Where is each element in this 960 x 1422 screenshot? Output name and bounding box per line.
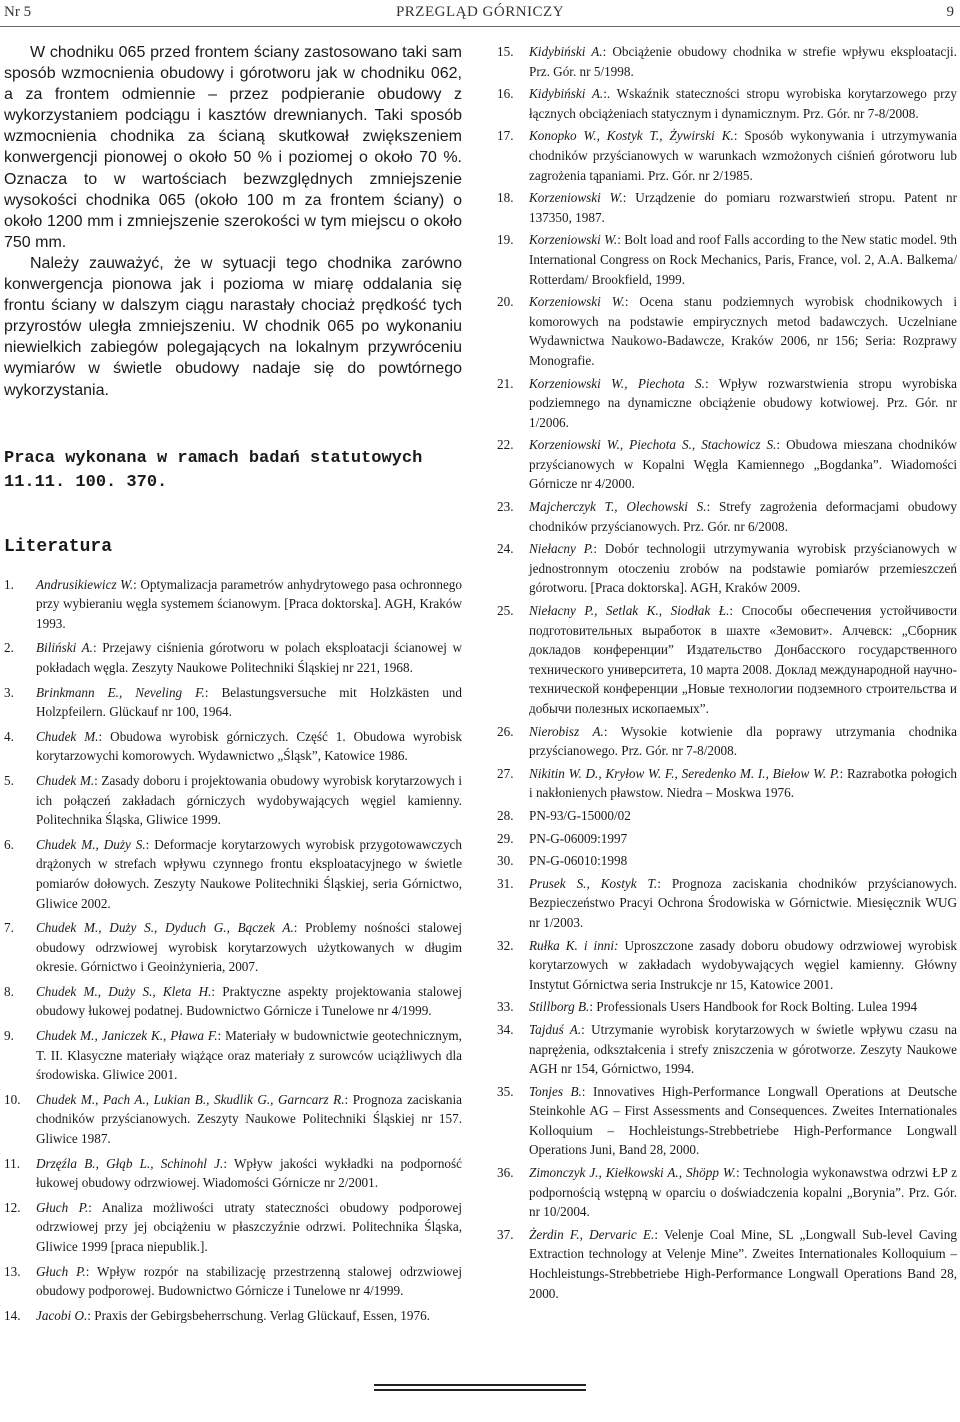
reference-number: 6.: [4, 836, 14, 852]
reference-author: Korzeniowski W., Piechota S., Stachowicz S.: [529, 437, 777, 453]
reference-text: : Obudowa mieszana chodników przyścianowych w Kopalni Węgla Kamiennego „Bogdanka”. Wiadomości Górnicze nr 4/2000.: [529, 437, 957, 492]
reference-author: Chudek M., Janiczek K., Pławа F.: [36, 1028, 218, 1044]
reference-text: PN-G-06009:1997: [529, 830, 628, 846]
reference-text: PN-G-06010:1998: [529, 853, 628, 869]
reference-number: 8.: [4, 983, 14, 999]
references-list-right: [497, 42, 957, 1303]
reference-text: : Urządzenie do pomiaru rozwarstwień stropu. Patent nr 137350, 1987.: [529, 190, 958, 225]
reference-text: : Razrabotka połogich i nakłonienych pławstow. Niedra – Moskwa 1976.: [529, 765, 957, 801]
reference-number: 36.: [497, 1165, 514, 1181]
reference-item: [4, 1154, 462, 1193]
reference-number: 22.: [497, 437, 514, 453]
reference-item: [4, 771, 462, 830]
reference-text: PN-93/G-15000/02: [529, 807, 631, 823]
page-header: [0, 0, 960, 28]
reference-author: Rułka K. i inni:: [529, 937, 619, 953]
reference-text: : Wpływ jakości wykładki na podporność łukowej obudowy odrzwiowej. Wiadomości Górnicze nr 2/2001.: [36, 1155, 462, 1191]
reference-author: Niełacny P., Setlak K., Siodłak Ł.: [529, 603, 730, 619]
reference-item: [4, 982, 462, 1021]
reference-item: [4, 1090, 462, 1149]
reference-item: [497, 1020, 957, 1079]
reference-text: : Strefy zagrożenia deformacjami obudowy chodników przyścianowych. Prz. Gór. nr 6/2008.: [529, 499, 957, 534]
reference-author: Korzeniowski W.: [529, 190, 623, 206]
reference-item: [497, 997, 957, 1017]
footer-rule-top: [374, 1384, 586, 1386]
reference-number: 14.: [4, 1307, 21, 1323]
reference-text: : Способы обеспечения устойчивости подготовительных выработок в шахте «Земовит». Алчевск: „Сборник докладов конференции” Издательство Донбасского государственного технического университета, 10 марта 2008. Доклад международной научно-технической конференции „Новые технологии подземного строительства и добычи полезных ископаемых”.: [529, 603, 958, 716]
reference-item: [497, 874, 957, 933]
reference-author: Chudek M., Duży S., Kleta H.: [36, 983, 212, 999]
reference-number: 5.: [4, 772, 14, 788]
right-column: [497, 42, 957, 1306]
body-paragraph-1: W chodniku 065 przed frontem ściany zastosowano taki sam sposób wzmocnienia obudowy i górotworu jak w chodniku 062, a za frontem odmiennie – przez podpieranie obudowy z wykorzystaniem podciągu i kasztów drewnianych. Taki sposób wzmocnienia chodnika za ścianą skutkował zwiększeniem konwergencji pionowej o około 50 % i poziomej o około 70 %. Oznacza to w wartościach bezwzględnych zmniejszenie wysokości chodnika 065 (około 100 m za frontem ściany) o około 1200 mm i zmniejszenie szerokości w tym miejscu o około 750 mm.: [4, 44, 462, 251]
reference-number: 24.: [497, 541, 514, 557]
reference-text: Uproszczone zasady doboru obudowy odrzwiowej wyrobisk korytarzowych w zakładach wydobywających węgiel kamienny. Główny Instytut Górnictwa seria Instrukcje nr 15, Katowice 2001.: [529, 937, 957, 992]
reference-item: [4, 727, 462, 766]
reference-number: 33.: [497, 999, 514, 1015]
reference-item: [497, 497, 957, 536]
reference-item: [497, 1082, 957, 1160]
reference-number: 17.: [497, 128, 514, 144]
reference-author: Majcherczyk T., Olechowski S.: [529, 499, 707, 515]
reference-number: 9.: [4, 1028, 14, 1044]
reference-item: [4, 1026, 462, 1085]
reference-item: [497, 539, 957, 598]
reference-text: : Professionals Users Handbook for Rock Bolting. Lulea 1994: [589, 999, 918, 1015]
reference-text: : Prognoza zaciskania chodników przyścianowych. Bezpieczeństwo Pracyi Ochrona Środowiska w Górnictwie. Miesięcznik WUG nr 1/2003.: [529, 875, 957, 930]
reference-number: 12.: [4, 1199, 21, 1215]
reference-number: 25.: [497, 603, 514, 619]
reference-text: : Analiza możliwości utraty stateczności obudowy podporowej odrzwiowej przy jej obciążeniu w płaszczyźnie odrzwi. Politechnika Śląska, Gliwice 1999 [praca niepublik.].: [36, 1199, 462, 1254]
reference-text: : Belastungsversuche mit Holzkästen und Holzpfeilern. Glückauf nr 100, 1964.: [36, 684, 462, 720]
reference-item: [497, 374, 957, 433]
reference-number: 18.: [497, 190, 514, 206]
literature-heading: Literatura: [4, 536, 113, 557]
reference-number: 23.: [497, 499, 514, 515]
reference-item: [497, 435, 957, 494]
reference-number: 10.: [4, 1091, 21, 1107]
reference-item: [497, 829, 957, 849]
reference-item: [497, 292, 957, 370]
reference-text: : Utrzymanie wyrobisk korytarzowych w świetle wpływu czasu na naprężenia, odkształcenia i strefy zniszczenia w górotworze. Zeszyty Naukowe AGH nr 154, Górnictwo, 1994.: [529, 1021, 957, 1077]
reference-text: :. Wskaźnik stateczności stropu wyrobiska korytarzowego przy łącznych obciążeniach statycznym i dynamicznym. Prz. Gór. nr 7-8/2008.: [529, 86, 957, 121]
left-column: [4, 42, 462, 1330]
reference-number: 26.: [497, 723, 514, 739]
reference-text: : Wysokie kotwienie dla poprawy utrzymania chodnika przyścianowego. Prz. Gór. nr 7-8/2008.: [529, 723, 957, 759]
reference-author: Zimonczyk J., Kiełkowski A., Shöpp W.: [529, 1165, 736, 1181]
reference-author: Korzeniowski W., Piechota S.: [529, 375, 705, 391]
page-number: 9: [946, 4, 954, 20]
reference-text: : Dobór technologii utrzymywania wyrobisk przyścianowych w jednostronnym otoczeniu zrobów na podstawie pomiarów przemieszczeń górotworu. [Praca doktorska]. AGH, Kraków 2009.: [529, 541, 957, 596]
reference-item: [497, 42, 957, 81]
reference-item: [4, 575, 462, 634]
reference-item: [497, 230, 957, 289]
reference-item: [497, 851, 957, 871]
reference-author: Nikitin W. D., Kryłow W. F., Seredenko M. I., Biełow W. P.: [529, 765, 840, 781]
reference-text: : Sposób wykonywania i utrzymywania chodników przyścianowych w warunkach wzmożonych ciśnień górotworu lub zagrożenia tąpaniami. Prz. Gór. nr 2/1985.: [529, 128, 957, 183]
reference-number: 35.: [497, 1083, 514, 1099]
reference-author: Chudek M., Pach A., Lukian B., Skudlik G., Garncarz R.: [36, 1091, 345, 1107]
reference-author: Stillborg B.: [529, 999, 590, 1015]
statutory-note: Praca wykonana w ramach badań statutowych 11.11. 100. 370.: [4, 448, 423, 492]
references-list-left: [4, 575, 462, 1326]
reference-author: Tajduś A.: [529, 1021, 582, 1037]
reference-text: : Zasady doboru i projektowania obudowy wyrobisk korytarzowych i ich połączeń zakładach górniczych wydobywających węgiel kamienny. Politechnika Śląska, Gliwice 1999.: [36, 772, 462, 828]
reference-number: 21.: [497, 375, 514, 391]
reference-number: 30.: [497, 853, 514, 869]
reference-author: Biliński A.: [36, 640, 93, 656]
reference-item: [497, 764, 957, 803]
reference-author: Konopko W., Kostyk T., Żywirski K.: [529, 128, 734, 144]
reference-text: : Ocena stanu podziemnych wyrobisk chodnikowych i komorowych na podstawie empirycznych metod badawczych. Uczelniane Wydawnictwa Naukowo-Badawcze, Kraków 2006, nr 156; Seria: Rozprawy Monografie.: [529, 294, 957, 368]
reference-text: : Optymalizacja parametrów anhydrytowego pasa ochronnego przy wybieraniu węgla systemem ścianowym. [Praca doktorska]. AGH, Kraków 1993.: [36, 576, 462, 631]
reference-text: : Innovatives High-Performance Longwall Operations at Deutsche Steinkohle AG – First Assessments and Consequences. Zweites Internationales Kolloquium – Hochleistungs-Strebbetriebe High-Performance Longwall Operations Juni, Band 28, 2000.: [529, 1083, 958, 1158]
reference-item: [497, 601, 957, 719]
reference-number: 16.: [497, 86, 514, 102]
reference-text: : Wpływ rozpór na stabilizację przestrzenną stalowej odrzwiowej obudowy podporowej. Budownictwo Górnicze i Tunelowe nr 4/1999.: [36, 1263, 462, 1299]
reference-number: 31.: [497, 875, 514, 891]
reference-author: Jacobi O.: [36, 1307, 88, 1323]
reference-author: Drzęźla B., Głąb L., Schinohl J.: [36, 1155, 224, 1171]
reference-number: 4.: [4, 728, 14, 744]
reference-number: 3.: [4, 684, 14, 700]
reference-author: Chudek M., Duży S., Dyduch G., Bączek A.: [36, 920, 294, 936]
reference-author: Prusek S., Kostyk T.: [529, 875, 658, 891]
reference-item: [497, 806, 957, 826]
reference-number: 15.: [497, 44, 514, 59]
reference-author: Niełacny P.: [529, 541, 594, 557]
reference-author: Chudek M.: [36, 728, 99, 744]
reference-text: : Velenje Coal Mine, SL „Longwall Sub-level Caving Extraction technology at Velenje Mine”. Zweites Internationales Kolloquium – Hochleistungs-Strebbetriebe High-Performance Longwall Operations Band 28, 2000.: [529, 1226, 957, 1301]
reference-author: Nierobisz A.: [529, 723, 604, 739]
reference-number: 27.: [497, 765, 514, 781]
reference-item: [4, 835, 462, 913]
reference-number: 1.: [4, 576, 14, 592]
reference-text: : Obudowa wyrobisk górniczych. Część 1. Obudowa wyrobisk korytarzowychi komorowych. Wydawnictwo „Śląsk”, Katowice 1986.: [36, 728, 462, 764]
reference-author: Korzeniowski W.: [529, 294, 625, 310]
reference-author: Andrusikiewicz W.: [36, 576, 134, 592]
reference-item: [497, 126, 957, 185]
reference-author: Głuch P.: [36, 1199, 89, 1215]
reference-number: 28.: [497, 807, 514, 823]
header-rule: [0, 26, 960, 27]
reference-author: Żerdin F., Dervaric E.: [529, 1226, 655, 1242]
reference-number: 11.: [4, 1155, 20, 1171]
reference-item: [4, 683, 462, 722]
reference-number: 29.: [497, 830, 514, 846]
reference-author: Chudek M., Duży S.: [36, 836, 146, 852]
reference-author: Brinkmann E., Neveling F.: [36, 684, 205, 700]
reference-author: Chudek M.: [36, 772, 95, 788]
reference-text: : Przejawy ciśnienia górotworu w polach eksploatacji ścianowej w pokładach węgla. Zeszyty Naukowe Politechniki Śląskiej nr 221, 1968.: [36, 640, 463, 675]
reference-item: [4, 1262, 462, 1301]
reference-author: Kidybiński A.: [529, 44, 603, 59]
reference-text: : Technologia wykonawstwa odrzwi ŁP z podpornością wstępną w oparciu o doświadczenia kopalni „Borynia”. Prz. Gór. nr 10/2004.: [529, 1165, 957, 1220]
reference-text: : Wpływ rozwarstwienia stropu wyrobiska podziemnego na dynamiczne obciążenie obudowy kotwiowej. Prz. Gór. nr 1/2006.: [529, 375, 957, 430]
reference-number: 32.: [497, 937, 514, 953]
reference-text: : Praktyczne aspekty projektowania stalowej obudowy łukowej podatnej. Budownictwo Górnicze i Tunelowe nr 4/1999.: [36, 983, 463, 1019]
reference-number: 37.: [497, 1226, 514, 1242]
reference-item: [497, 1163, 957, 1222]
reference-author: Kidybiński A.: [529, 86, 604, 102]
reference-number: 34.: [497, 1021, 514, 1037]
reference-text: : Bolt load and roof Falls according to the New static model. 9th International Congress on Rock Mechanics, Paris, France, vol. 2, A.A. Balkema/ Rotterdam/ Brookfield, 1999.: [529, 232, 957, 287]
reference-item: [4, 1198, 462, 1257]
reference-number: 13.: [4, 1263, 21, 1279]
reference-text: : Problemy nośności stalowej obudowy odrzwiowej wyrobisk korytarzowych użytkowanych w długim okresie. Górnictwo i Geoinżynieria, 2007.: [36, 920, 462, 975]
body-paragraph-2: Należy zauważyć, że w sytuacji tego chodnika zarówno konwergencja pionowa jak i pozioma w miarę oddalania się frontu ściany w dalszym ciągu narastały chociaż prędkość tych przyrostów uległa zmniejszeniu. W chodnik 065 po wykonaniu niewielkich zabiegów polegających na lokalnym przywróceniu wymiarów w świetle obudowy nadaje się do powtórnego wykorzystania.: [4, 254, 462, 399]
reference-text: : Praxis der Gebirgsbeherrschung. Verlag Glückauf, Essen, 1976.: [87, 1307, 430, 1323]
reference-text: : Obciążenie obudowy chodnika w strefie wpływu eksploatacji. Prz. Gór. nr 5/1998.: [529, 44, 957, 79]
reference-item: [497, 1225, 957, 1303]
reference-item: [497, 84, 957, 123]
reference-item: [4, 918, 462, 977]
reference-number: 20.: [497, 294, 514, 310]
reference-item: [497, 936, 957, 995]
reference-author: Tonjes B.: [529, 1083, 582, 1099]
reference-author: Korzeniowski W.: [529, 232, 618, 248]
footer-rule-bottom: [374, 1389, 586, 1391]
reference-text: : Prognoza zaciskania chodników przyścianowych. Zeszyty Naukowe Politechniki Śląskiej nr 157. Gliwice 1987.: [36, 1091, 462, 1147]
reference-item: [4, 638, 462, 677]
issue-number: Nr 5: [4, 4, 32, 20]
reference-text: : Materiały w budownictwie geotechnicznym, T. II. Klasyczne materiały wiążące oraz materiały z surowców uciążliwych dla środowiska. Gliwice 2001.: [36, 1028, 462, 1083]
reference-number: 2.: [4, 640, 14, 656]
reference-item: [497, 188, 957, 227]
reference-author: Głuch P.: [36, 1263, 86, 1279]
journal-title: PRZEGLĄD GÓRNICZY: [395, 4, 565, 20]
reference-item: [497, 722, 957, 761]
reference-item: [4, 1306, 462, 1326]
reference-text: : Deformacje korytarzowych wyrobisk przygotowawczych drążonych w strefach wpływu czynnego frontu eksploatacyjnego w świetle pomiarów dołowych. Zeszyty Naukowe Politechniki Śląskiej, seria Górnictwo, Gliwice 2002.: [36, 836, 462, 911]
reference-number: 19.: [497, 232, 514, 248]
reference-number: 7.: [4, 920, 14, 936]
